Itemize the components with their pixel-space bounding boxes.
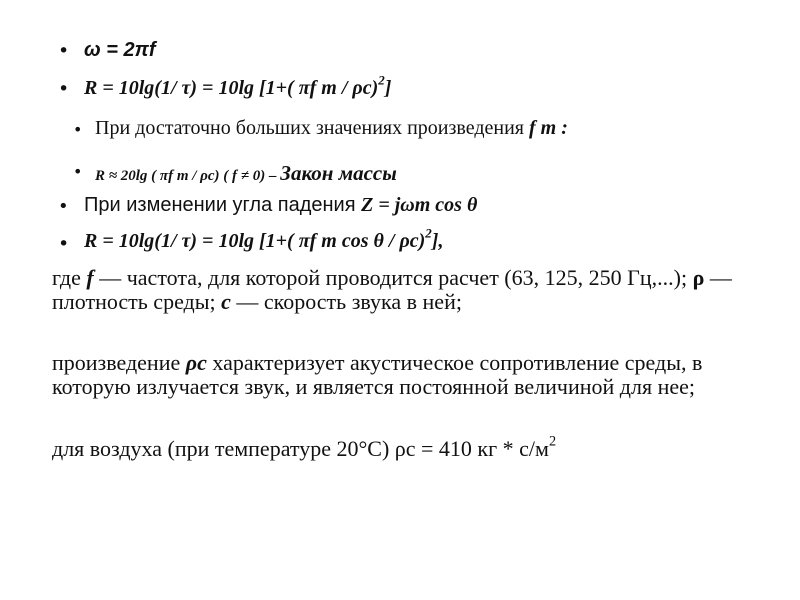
symbol-rho-c: ρс [185, 350, 207, 375]
bullet-dot: • [73, 120, 83, 139]
text-angle-change [84, 194, 477, 217]
symbol-c: с [221, 289, 231, 314]
impedance-paragraph [52, 351, 742, 399]
bullet-dot: • [58, 40, 70, 62]
law-name: Закон массы [280, 161, 397, 185]
para-text: — скорость звука в ней; [230, 289, 462, 314]
formula-end: ], [431, 230, 444, 252]
bullet-dot: • [73, 162, 83, 181]
formula-superscript: 2 [425, 225, 432, 241]
body-text: При достаточно больших значениях произведения [95, 117, 530, 139]
formula-fm: f m : [529, 117, 568, 139]
para-text: — плотность среды; [52, 265, 732, 314]
para-text: — частота, для которой проводится расчет (63, 125, 250 Гц,...); [93, 265, 693, 290]
formula-insulation-angle [84, 225, 444, 253]
formula-mass-law [95, 161, 397, 186]
para-text: для воздуха (при температуре 20°С) ρс = 410 кг * с/м [52, 436, 549, 461]
air-impedance-paragraph [52, 433, 742, 461]
symbol-rho: ρ [692, 265, 705, 290]
body-text: При изменении угла падения [84, 194, 362, 216]
formula-text: ω = 2πf [84, 39, 156, 61]
formula-text: R = 10lg(1/ τ) = 10lg [1+( πf m cos θ / ρc) [84, 230, 426, 252]
bullet-dot: • [58, 78, 70, 100]
formula-omega [84, 39, 156, 62]
bullet-dot: • [58, 196, 69, 217]
para-text: произведение [52, 350, 186, 375]
definitions-paragraph [52, 266, 742, 314]
bullet-dot: • [58, 233, 70, 255]
unit-superscript: 2 [548, 433, 557, 450]
formula-superscript: 2 [378, 72, 385, 88]
formula-impedance: Z = jωm cos θ [361, 194, 478, 216]
para-text: характеризует акустическое сопротивление среды, в которую излучается звук, и является постоянной величиной для нее; [52, 350, 703, 399]
symbol-f: f [86, 265, 94, 290]
formula-text: R = 10lg(1/ τ) = 10lg [1+( πf m / ρc) [84, 77, 379, 99]
para-text: где [52, 265, 87, 290]
formula-insulation [84, 72, 392, 100]
text-large-values [95, 117, 568, 140]
formula-end: ] [384, 77, 392, 99]
formula-text: R ≈ 20lg ( πf m / ρc) ( f ≠ 0) – [95, 168, 281, 184]
